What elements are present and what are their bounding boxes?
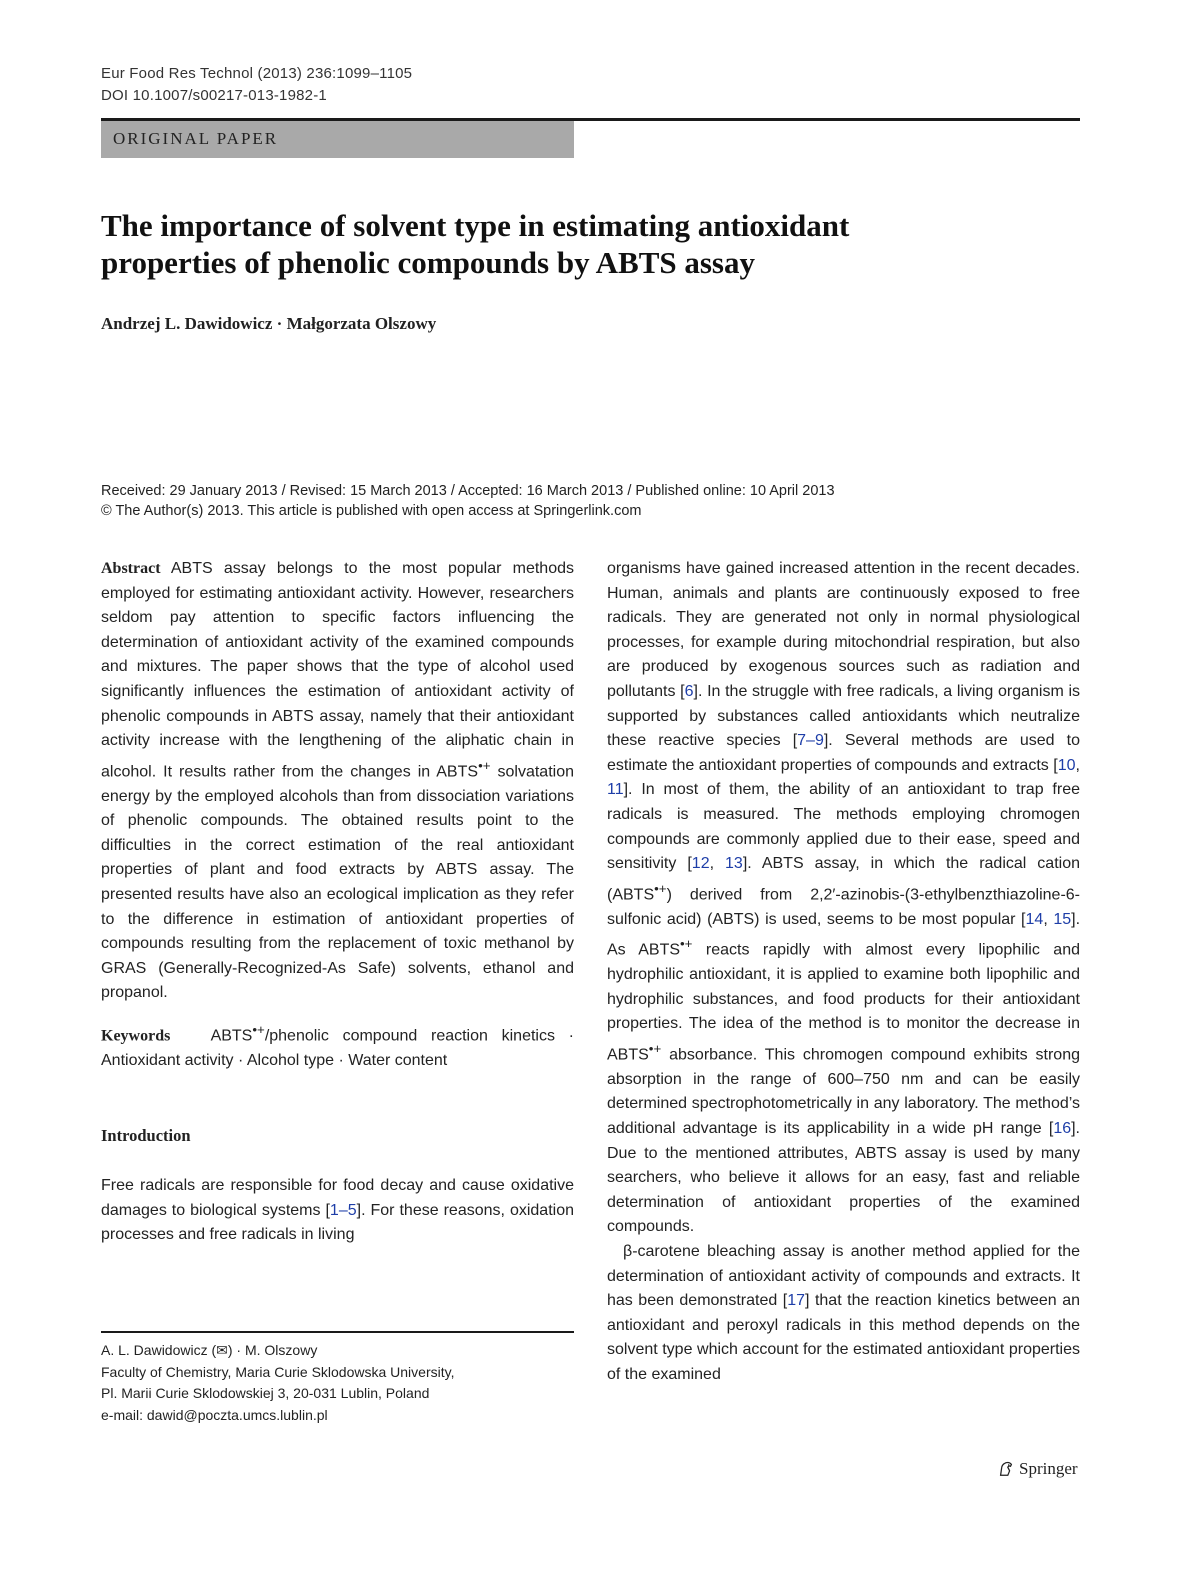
- title-line: The importance of solvent type in estimating antioxidant: [101, 208, 850, 243]
- title-line: properties of phenolic compounds by ABTS assay: [101, 245, 755, 280]
- right-column: [607, 557, 1080, 1388]
- journal-citation: Eur Food Res Technol (2013) 236:1099–1105: [101, 65, 413, 82]
- citation-link[interactable]: 10: [1057, 756, 1076, 774]
- citation-link[interactable]: 13: [725, 855, 743, 873]
- citation-link[interactable]: 6: [684, 682, 694, 700]
- authors: Andrzej L. Dawidowicz · Małgorzata Olszowy: [101, 314, 437, 333]
- doi: DOI 10.1007/s00217-013-1982-1: [101, 87, 327, 104]
- abstract-label: Abstract: [101, 560, 161, 577]
- citation-link[interactable]: 12: [691, 855, 710, 873]
- left-column: [101, 557, 574, 1248]
- article-history: Received: 29 January 2013 / Revised: 15 March 2013 / Accepted: 16 March 2013 / Published online: 10 April 2013: [101, 483, 835, 499]
- body-paragraph: organisms have gained increased attention in the recent decades. Human, animals and plants are continuously exposed to free radicals. They are generated not only in normal physiological processes, for example during mitochondrial respiration, but also are produced by exogenous sources such as radiation and pollutants [6]. In the struggle with free radicals, a living organism is supported by substances called antioxidants which neutralize these reactive species [7–9]. Several methods are used to estimate the antioxidant properties of compounds and extracts [10, 11]. In most of them, the ability of an antioxidant to trap free radicals is measured. The methods employing chromogen compounds are commonly applied due to their ease, speed and sensitivity [12, 13]. ABTS assay, in which the radical cation (ABTS•+) derived from 2,2′-azinobis-(3-ethylbenzthiazoline-6-sulfonic acid) (ABTS) is used, seems to be most popular [14, 15]. As ABTS•+ reacts rapidly with almost every lipophilic and hydrophilic antioxidant, it is applied to examine both lipophilic and hydrophilic substances, and food products for their antioxidant properties. The idea of the method is to monitor the decrease in ABTS•+ absorbance. This chromogen compound exhibits strong absorption in the range of 600–750 nm and can be easily determined spectrophotometrically in any laboratory. The method’s additional advantage is its applicability in a wide pH range [16]. Due to the mentioned attributes, ABTS assay is used by many searchers, who believe it allows for an easy, fast and reliable determination of antioxidant properties of the examined compounds.: [607, 560, 1081, 1236]
- keywords: Keywords ABTS•+/phenolic compound reaction kinetics · Antioxidant activity · Alcohol type · Water content: [101, 1022, 574, 1069]
- citation-link[interactable]: 16: [1053, 1120, 1072, 1138]
- footnote-email[interactable]: e-mail: dawid@poczta.umcs.lublin.pl: [101, 1406, 328, 1423]
- citation-link[interactable]: 11: [607, 781, 624, 799]
- article-type-banner: [101, 121, 574, 158]
- section-heading-introduction: Introduction: [101, 1125, 191, 1145]
- citation-link[interactable]: 15: [1053, 910, 1072, 928]
- abstract: Abstract ABTS assay belongs to the most popular methods employed for estimating antioxidant activity. However, researchers seldom pay attention to specific factors influencing the determination of antioxidant activity of the examined compounds and mixtures. The paper shows that the type of alcohol used significantly influences the estimation of antioxidant activity of phenolic compounds in ABTS assay, namely that their antioxidant activity increase with the lengthening of the aliphatic chain in alcohol. It results rather from the changes in ABTS•+ solvatation energy by the employed alcohols than from dissociation variations of phenolic compounds. The obtained results point to the difficulties in the correct estimation of the real antioxidant properties of plant and food extracts by ABTS assay. The presented results have also an ecological implication as they refer to the difference in estimation of antioxidant properties of compounds resulting from the replacement of toxic methanol by GRAS (Generally-Recognized-As Safe) solvents, ethanol and propanol.: [101, 560, 575, 1002]
- springer-horse-icon: [997, 1460, 1015, 1478]
- keywords-label: Keywords: [101, 1027, 171, 1045]
- footnote-authors: A. L. Dawidowicz (✉) · M. Olszowy: [101, 1342, 318, 1358]
- body-paragraph: β-carotene bleaching assay is another method applied for the determination of antioxidant activity of compounds and extracts. It has been demonstrated [17] that the reaction kinetics between an antioxidant and peroxyl radicals in this method depends on the solvent type which account for the estimated antioxidant properties of the examined: [607, 1243, 1080, 1383]
- citation-link[interactable]: 17: [787, 1292, 805, 1310]
- license-statement: © The Author(s) 2013. This article is published with open access at Springerlink.com: [101, 503, 642, 519]
- author-affiliation-footnote: [101, 1340, 574, 1426]
- publisher-logo: [997, 1459, 1078, 1479]
- article-type-label: ORIGINAL PAPER: [113, 129, 279, 148]
- citation-link[interactable]: 7–9: [797, 732, 824, 750]
- footnote-affiliation: Faculty of Chemistry, Maria Curie Sklodowska University,: [101, 1363, 455, 1380]
- intro-paragraph: Free radicals are responsible for food decay and cause oxidative damages to biological systems [1–5]. For these reasons, oxidation processes and free radicals in living: [101, 1177, 574, 1244]
- citation-link[interactable]: 14: [1025, 910, 1044, 928]
- citation-link[interactable]: 1–5: [329, 1201, 357, 1219]
- publisher-name: Springer: [1019, 1459, 1078, 1478]
- footnote-rule: [101, 1331, 574, 1333]
- paper-title: [101, 207, 1061, 281]
- footnote-address: Pl. Marii Curie Sklodowskiej 3, 20-031 Lublin, Poland: [101, 1385, 430, 1401]
